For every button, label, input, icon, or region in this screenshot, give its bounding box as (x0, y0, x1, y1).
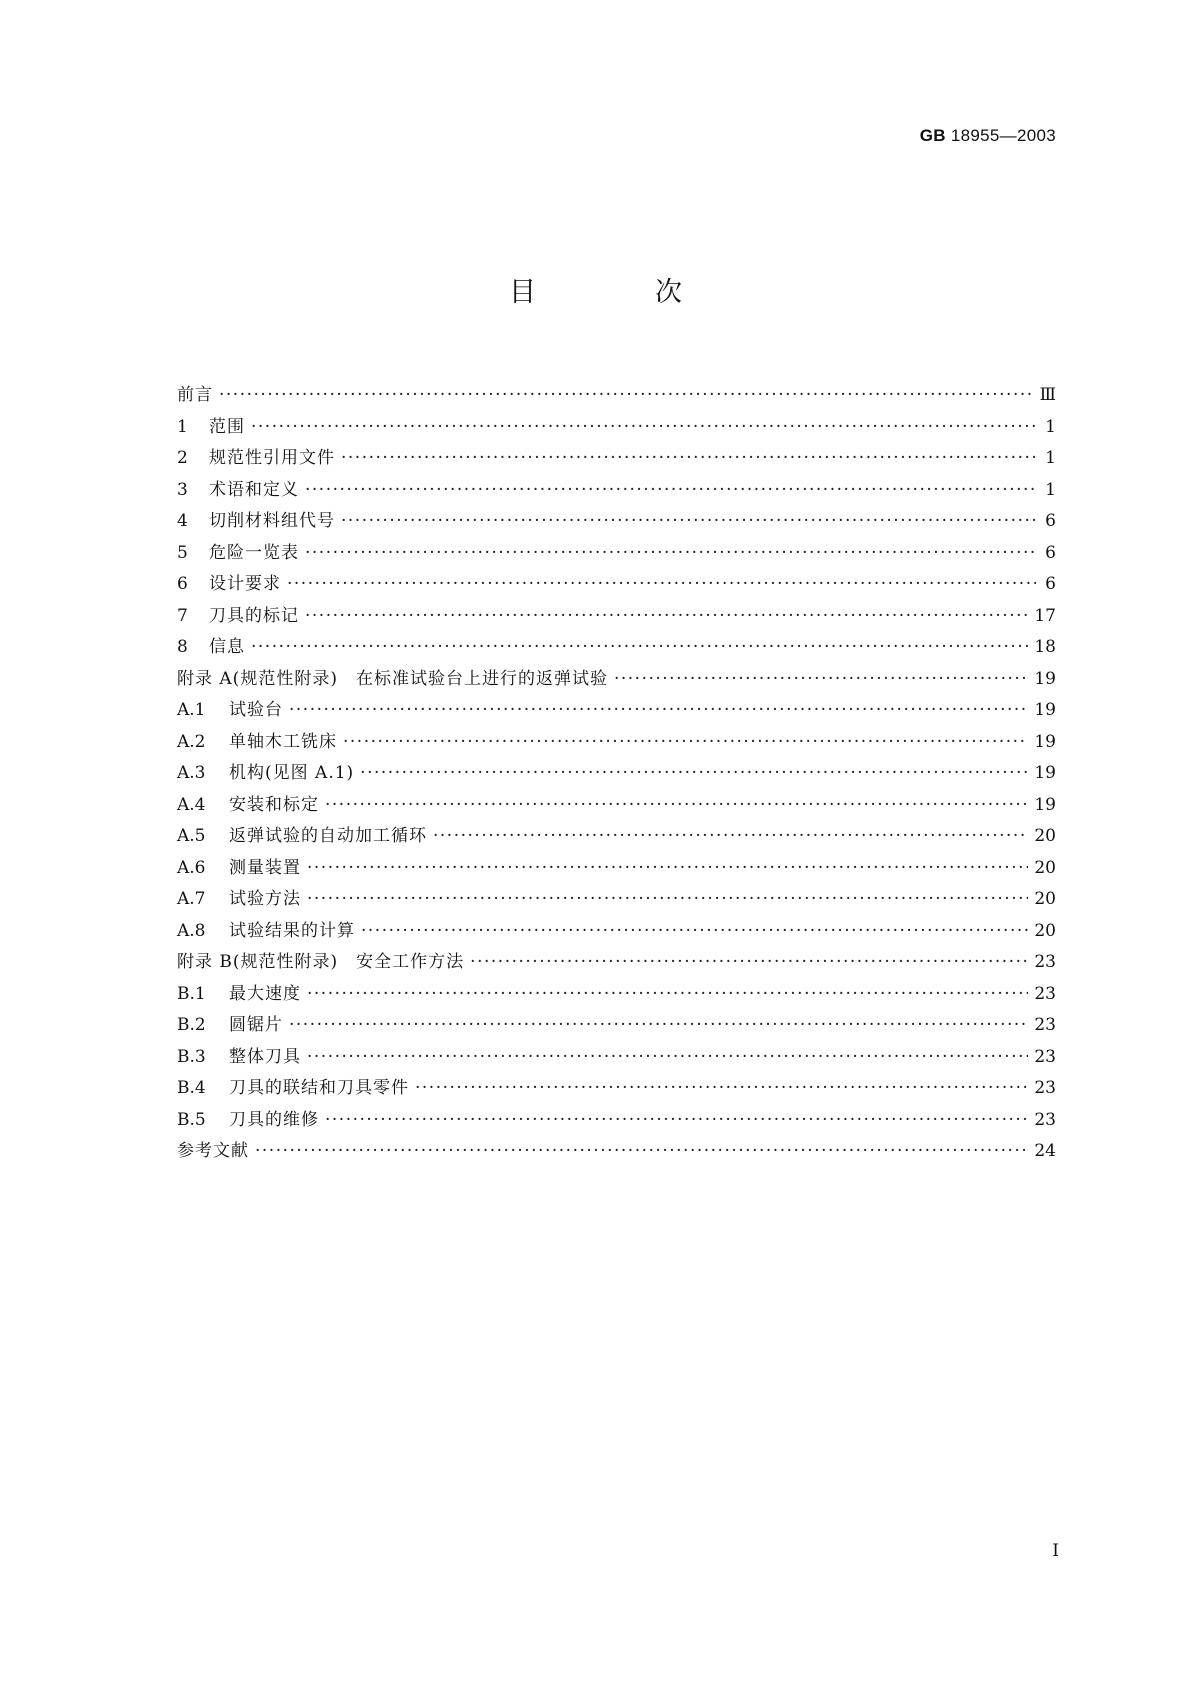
toc-entry-title: 整体刀具 (229, 1046, 301, 1067)
toc-dot-leader (287, 574, 1036, 594)
toc-entry-title: 返弹试验的自动加工循环 (229, 826, 427, 846)
toc-entry-page: 23 (1034, 983, 1056, 1004)
toc-dot-leader (470, 952, 1028, 972)
toc-dot-leader (305, 480, 1036, 500)
toc-entry-label (177, 380, 213, 405)
document-code-prefix: GB (919, 126, 946, 145)
toc-entry-number: A.1 (177, 700, 206, 720)
toc-entry-page: 19 (1034, 700, 1056, 720)
toc-entry-number: 2 (177, 448, 188, 468)
toc-entry-number: 8 (177, 637, 188, 657)
toc-entry-title: 切削材料组代号 (209, 511, 335, 531)
toc-entry-label (177, 884, 301, 909)
page-title: 目 次 (509, 277, 728, 308)
toc-entry-page: 19 (1034, 731, 1056, 752)
toc-entry-title: 圆锯片 (229, 1015, 283, 1035)
page-number: I (1052, 1541, 1059, 1561)
toc-entry-number: A.8 (177, 920, 206, 941)
toc-entry-label (177, 853, 301, 878)
toc-dot-leader (289, 700, 1028, 720)
toc-entry-title: 危险一览表 (209, 542, 299, 563)
toc-entry-title: 刀具的联结和刀具零件 (229, 1078, 409, 1098)
toc-entry-number: B.5 (177, 1109, 206, 1130)
toc-entry[interactable] (177, 853, 1056, 885)
toc-entry-label (177, 538, 299, 563)
toc-entry-label (177, 664, 608, 689)
toc-entry[interactable] (177, 1105, 1056, 1137)
toc-dot-leader (305, 543, 1036, 563)
toc-entry-label (177, 790, 319, 815)
toc-dot-leader (255, 1141, 1028, 1161)
toc-entry-page: 23 (1034, 1109, 1056, 1130)
table-of-contents (177, 380, 1056, 1168)
toc-entry-number: 1 (177, 416, 188, 437)
toc-entry-label (177, 1136, 249, 1161)
toc-entry-title: 附录 B(规范性附录) 安全工作方法 (177, 952, 465, 972)
toc-entry-label (177, 443, 335, 468)
toc-entry[interactable] (177, 412, 1056, 444)
toc-entry-title: 刀具的维修 (229, 1109, 319, 1130)
toc-dot-leader (325, 795, 1028, 815)
toc-entry-label (177, 1105, 319, 1130)
toc-entry-page: 19 (1034, 763, 1056, 783)
toc-entry[interactable] (177, 632, 1056, 664)
toc-entry[interactable] (177, 695, 1056, 727)
toc-entry-label (177, 475, 299, 500)
toc-entry-title: 设计要求 (209, 574, 281, 594)
toc-entry[interactable] (177, 569, 1056, 601)
toc-entry[interactable] (177, 538, 1056, 570)
toc-entry-title: 试验结果的计算 (229, 920, 355, 941)
toc-dot-leader (307, 889, 1028, 909)
toc-dot-leader (343, 732, 1028, 752)
toc-entry-number: B.4 (177, 1078, 206, 1098)
toc-entry-page: 6 (1045, 542, 1056, 563)
toc-entry-number: A.6 (177, 857, 206, 878)
toc-entry-label (177, 1042, 301, 1067)
toc-entry[interactable] (177, 947, 1056, 979)
toc-entry-label (177, 506, 335, 531)
toc-entry[interactable] (177, 790, 1056, 822)
toc-entry[interactable] (177, 601, 1056, 633)
toc-entry-label (177, 1010, 283, 1035)
toc-entry-label (177, 758, 354, 783)
toc-entry-number: A.7 (177, 889, 206, 909)
toc-entry[interactable] (177, 380, 1056, 412)
toc-entry-page: 20 (1034, 857, 1056, 878)
toc-dot-leader (305, 606, 1028, 626)
toc-entry-page: 20 (1034, 826, 1056, 846)
toc-dot-leader (341, 448, 1036, 468)
toc-entry-label (177, 727, 337, 752)
toc-entry-page: 6 (1045, 511, 1056, 531)
toc-entry-label (177, 821, 427, 846)
toc-entry-label (177, 947, 464, 972)
toc-entry-page: 23 (1034, 1015, 1056, 1035)
toc-entry-page: 20 (1034, 920, 1056, 941)
toc-entry[interactable] (177, 727, 1056, 759)
toc-entry-number: B.3 (177, 1046, 206, 1067)
toc-entry-page: 23 (1034, 952, 1056, 972)
toc-entry-title: 范围 (209, 416, 245, 437)
toc-entry[interactable] (177, 506, 1056, 538)
toc-entry-title: 试验台 (229, 700, 283, 720)
document-code-number: 18955—2003 (950, 126, 1056, 145)
toc-entry-label (177, 695, 283, 720)
toc-entry-page: 17 (1034, 605, 1056, 626)
toc-dot-leader (415, 1078, 1028, 1098)
toc-entry-title: 安装和标定 (229, 794, 319, 815)
toc-entry-label (177, 1073, 409, 1098)
document-code (920, 126, 1056, 146)
toc-entry[interactable] (177, 664, 1056, 696)
toc-entry-title: 参考文献 (177, 1141, 249, 1161)
toc-entry[interactable] (177, 1042, 1056, 1074)
toc-entry[interactable] (177, 1073, 1056, 1105)
toc-entry-number: 7 (177, 605, 188, 626)
toc-dot-leader (307, 858, 1028, 878)
toc-dot-leader (251, 637, 1028, 657)
toc-entry-title: 最大速度 (229, 983, 301, 1004)
toc-entry-page: Ⅲ (1039, 385, 1056, 405)
toc-entry-page: 6 (1045, 574, 1056, 594)
toc-entry-title: 机构(见图 A.1) (229, 763, 355, 783)
toc-entry-page: 1 (1045, 479, 1056, 500)
toc-entry[interactable] (177, 1010, 1056, 1042)
toc-entry[interactable] (177, 1136, 1056, 1168)
toc-entry-title: 前言 (177, 385, 213, 405)
toc-entry[interactable] (177, 821, 1056, 853)
toc-entry-page: 24 (1034, 1141, 1056, 1161)
toc-entry[interactable] (177, 884, 1056, 916)
toc-dot-leader (341, 511, 1036, 531)
toc-entry-number: 5 (177, 542, 188, 563)
toc-entry[interactable] (177, 758, 1056, 790)
toc-entry[interactable] (177, 475, 1056, 507)
toc-entry-title: 信息 (209, 637, 245, 657)
toc-entry-page: 23 (1034, 1078, 1056, 1098)
toc-entry-number: A.3 (177, 763, 206, 783)
toc-entry-title: 测量装置 (229, 857, 301, 878)
toc-dot-leader (251, 417, 1036, 437)
toc-entry-number: B.1 (177, 983, 206, 1004)
toc-dot-leader (361, 921, 1028, 941)
toc-dot-leader (307, 984, 1028, 1004)
toc-entry-number: 6 (177, 574, 188, 594)
toc-entry-page: 1 (1045, 416, 1056, 437)
toc-entry-label (177, 916, 355, 941)
toc-entry-title: 试验方法 (229, 889, 301, 909)
toc-entry-label (177, 632, 245, 657)
toc-entry-page: 18 (1034, 637, 1056, 657)
toc-entry-number: 4 (177, 511, 188, 531)
toc-entry-number: A.5 (177, 826, 206, 846)
toc-entry-page: 23 (1034, 1046, 1056, 1067)
toc-entry-title: 单轴木工铣床 (229, 731, 337, 752)
toc-entry-label (177, 569, 281, 594)
toc-entry[interactable] (177, 443, 1056, 475)
toc-entry-number: 3 (177, 479, 188, 500)
toc-entry-title: 规范性引用文件 (209, 448, 335, 468)
toc-dot-leader (614, 669, 1028, 689)
toc-entry[interactable] (177, 916, 1056, 948)
toc-entry-number: A.2 (177, 731, 206, 752)
toc-entry-title: 附录 A(规范性附录) 在标准试验台上进行的返弹试验 (177, 668, 608, 689)
toc-entry-title: 刀具的标记 (209, 605, 299, 626)
toc-entry-page: 19 (1034, 668, 1056, 689)
toc-entry-number: A.4 (177, 794, 206, 815)
toc-dot-leader (219, 385, 1034, 405)
toc-entry[interactable] (177, 979, 1056, 1011)
toc-dot-leader (360, 763, 1028, 783)
toc-entry-label (177, 412, 245, 437)
toc-entry-number: B.2 (177, 1015, 206, 1035)
toc-entry-label (177, 601, 299, 626)
toc-dot-leader (289, 1015, 1028, 1035)
toc-dot-leader (325, 1110, 1028, 1130)
toc-entry-label (177, 979, 301, 1004)
toc-entry-page: 19 (1034, 794, 1056, 815)
toc-entry-title: 术语和定义 (209, 479, 299, 500)
toc-entry-page: 20 (1034, 889, 1056, 909)
toc-dot-leader (433, 826, 1028, 846)
toc-entry-page: 1 (1045, 448, 1056, 468)
toc-dot-leader (307, 1047, 1028, 1067)
